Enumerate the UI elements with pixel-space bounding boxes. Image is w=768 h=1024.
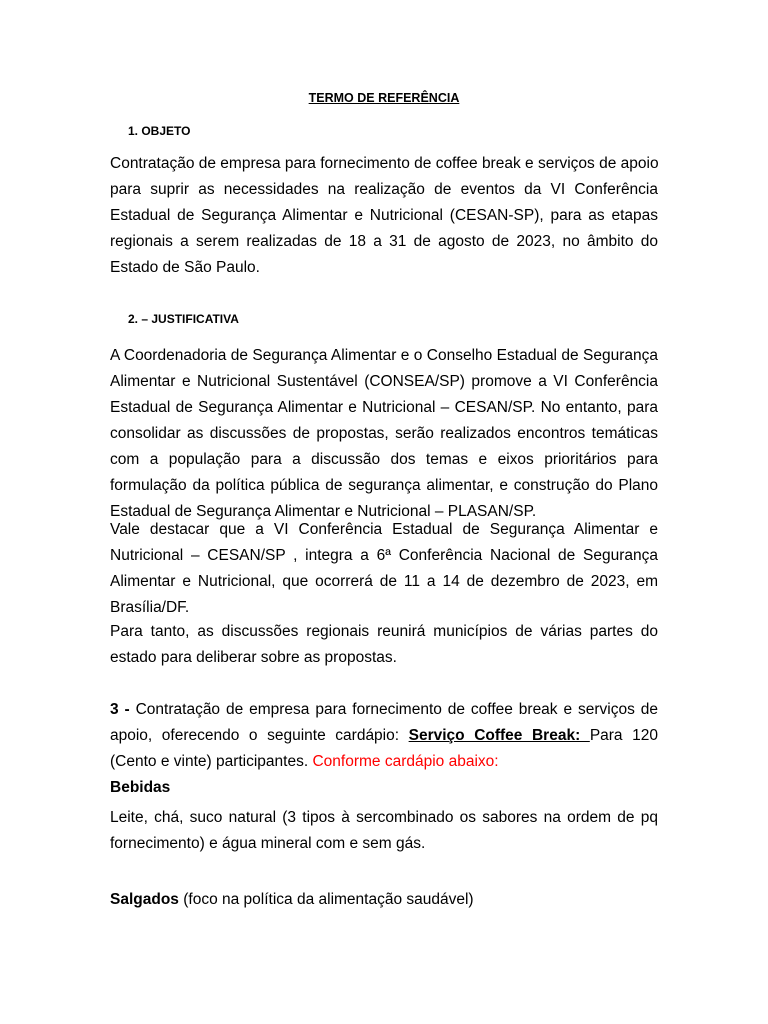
paragraph-line: Brasília/DF. bbox=[110, 599, 190, 616]
paragraph-line bbox=[110, 749, 658, 775]
paragraph-line: Para tanto, as discussões regionais reunirá municípios de várias partes do bbox=[110, 623, 658, 640]
paragraph-line bbox=[110, 697, 658, 723]
section-3-line-2: apoio, oferecendo o seguinte cardápio: bbox=[110, 727, 409, 744]
paragraph-line: com a população para a discussão dos temas e eixos prioritários para bbox=[110, 451, 658, 468]
paragraph-line: para suprir as necessidades na realização de eventos da VI Conferência bbox=[110, 181, 658, 198]
salgados-heading: Salgados bbox=[110, 891, 179, 908]
menu-note: Conforme cardápio abaixo: bbox=[312, 753, 499, 770]
paragraph-line: Estado de São Paulo. bbox=[110, 259, 260, 276]
paragraph-line: Estadual de Segurança Alimentar e Nutricional (CESAN-SP), para as etapas bbox=[110, 207, 658, 224]
service-label: Serviço Coffee Break: bbox=[408, 727, 590, 744]
paragraph-line: regionais a serem realizadas de 18 a 31 de agosto de 2023, no âmbito do bbox=[110, 233, 658, 250]
paragraph-line: Alimentar e Nutricional, que ocorrerá de 11 a 14 de dezembro de 2023, em bbox=[110, 573, 658, 590]
paragraph-line: Estadual de Segurança Alimentar e Nutricional – PLASAN/SP. bbox=[110, 503, 537, 520]
paragraph-line bbox=[110, 887, 658, 913]
section-3-number: 3 - bbox=[110, 701, 130, 718]
paragraph-line: fornecimento) e água mineral com e sem gás. bbox=[110, 835, 426, 852]
bebidas-paragraph bbox=[110, 805, 658, 857]
paragraph-line: Contratação de empresa para fornecimento de coffee break e serviços de apoio bbox=[110, 155, 659, 172]
bebidas-heading: Bebidas bbox=[110, 779, 171, 796]
section-2-paragraph-3 bbox=[110, 619, 658, 671]
paragraph-line: estado para deliberar sobre as propostas. bbox=[110, 649, 397, 666]
paragraph-line: formulação da política pública de segurança alimentar, e construção do Plano bbox=[110, 477, 658, 494]
paragraph-line: Estadual de Segurança Alimentar e Nutricional – CESAN/SP. No entanto, para bbox=[110, 399, 658, 416]
section-1-paragraph bbox=[110, 151, 658, 281]
section-2-paragraph-2 bbox=[110, 517, 658, 621]
salgados-paragraph bbox=[110, 887, 658, 913]
paragraph-line bbox=[110, 723, 658, 749]
document-title: TERMO DE REFERÊNCIA bbox=[308, 91, 460, 105]
section-2-heading: 2. – JUSTIFICATIVA bbox=[128, 312, 239, 326]
section-2-paragraph-1 bbox=[110, 343, 658, 525]
section-3-line-1: Contratação de empresa para fornecimento de coffee break e serviços de bbox=[129, 701, 658, 718]
section-3-line-2-tail: Para 120 bbox=[589, 727, 658, 744]
paragraph-line: Alimentar e Nutricional Sustentável (CONSEA/SP) promove a VI Conferência bbox=[110, 373, 658, 390]
paragraph-line: Nutricional – CESAN/SP , integra a 6ª Conferência Nacional de Segurança bbox=[110, 547, 658, 564]
bebidas-heading-block bbox=[110, 775, 658, 801]
paragraph-line: Leite, chá, suco natural (3 tipos à sercombinado os sabores na ordem de pq bbox=[110, 809, 658, 826]
section-3-paragraph bbox=[110, 697, 658, 775]
paragraph-line: A Coordenadoria de Segurança Alimentar e o Conselho Estadual de Segurança bbox=[110, 347, 658, 364]
paragraph-line: consolidar as discussões de propostas, serão realizados encontros temáticas bbox=[110, 425, 658, 442]
salgados-note: (foco na política da alimentação saudável) bbox=[178, 891, 474, 908]
section-1-heading: 1. OBJETO bbox=[128, 124, 191, 138]
paragraph-line: Vale destacar que a VI Conferência Estadual de Segurança Alimentar e bbox=[110, 521, 658, 538]
section-3-line-3: (Cento e vinte) participantes. bbox=[110, 753, 309, 770]
